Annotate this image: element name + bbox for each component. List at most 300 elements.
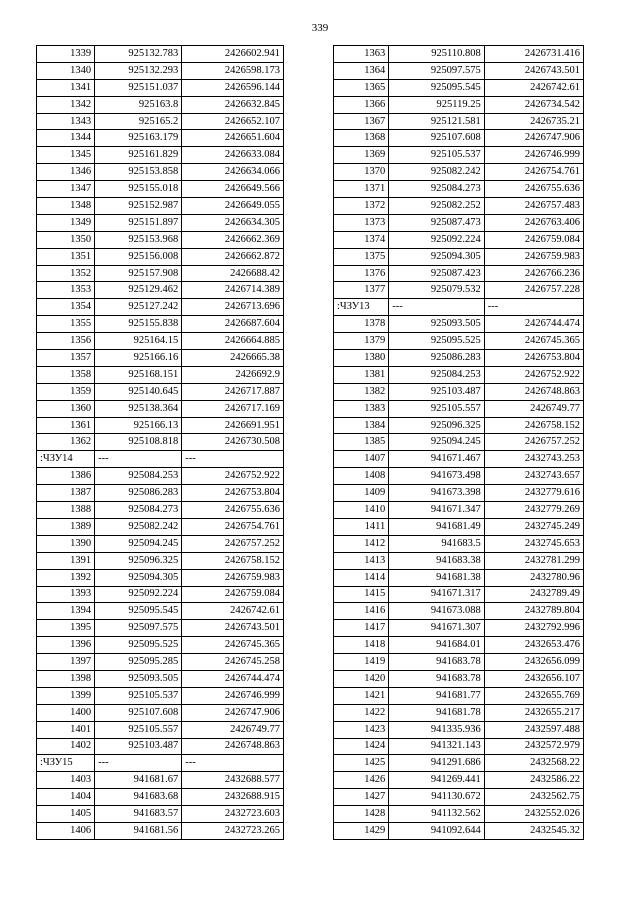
point-number-cell: 1410 bbox=[334, 502, 389, 519]
x-coordinate-cell: 925094.245 bbox=[389, 434, 484, 451]
point-number-cell: 1367 bbox=[334, 113, 389, 130]
x-coordinate-cell: 925166.13 bbox=[95, 417, 182, 434]
y-coordinate-cell: 2426731.416 bbox=[484, 46, 583, 63]
point-number-cell: 1429 bbox=[334, 822, 389, 839]
section-header-cell: :ЧЗУ13 bbox=[334, 299, 389, 316]
table-row bbox=[37, 164, 284, 181]
table-row bbox=[37, 333, 284, 350]
table-row bbox=[334, 502, 584, 519]
y-coordinate-cell: 2432745.249 bbox=[484, 518, 583, 535]
table-row bbox=[37, 265, 284, 282]
x-coordinate-cell: 941681.77 bbox=[389, 687, 484, 704]
x-coordinate-cell: 941681.78 bbox=[389, 704, 484, 721]
point-number-cell: 1352 bbox=[37, 265, 95, 282]
table-row bbox=[37, 772, 284, 789]
point-number-cell: 1359 bbox=[37, 383, 95, 400]
table-row bbox=[37, 789, 284, 806]
x-coordinate-cell: 925163.179 bbox=[95, 130, 182, 147]
y-coordinate-cell: 2426713.696 bbox=[182, 299, 284, 316]
point-number-cell: 1416 bbox=[334, 603, 389, 620]
y-coordinate-cell: 2426757.483 bbox=[484, 198, 583, 215]
x-coordinate-cell: 925164.15 bbox=[95, 333, 182, 350]
point-number-cell: 1396 bbox=[37, 637, 95, 654]
point-number-cell: 1424 bbox=[334, 738, 389, 755]
x-coordinate-cell: 941130.672 bbox=[389, 789, 484, 806]
point-number-cell: 1423 bbox=[334, 721, 389, 738]
point-number-cell: 1417 bbox=[334, 620, 389, 637]
section-header-cell: --- bbox=[95, 755, 182, 772]
y-coordinate-cell: 2426745.365 bbox=[182, 637, 284, 654]
table-row bbox=[37, 569, 284, 586]
table-row bbox=[334, 738, 584, 755]
table-row bbox=[37, 400, 284, 417]
y-coordinate-cell: 2432655.217 bbox=[484, 704, 583, 721]
point-number-cell: 1406 bbox=[37, 822, 95, 839]
y-coordinate-cell: 2432562.75 bbox=[484, 789, 583, 806]
y-coordinate-cell: 2432780.96 bbox=[484, 569, 583, 586]
x-coordinate-cell: 925097.575 bbox=[389, 62, 484, 79]
point-number-cell: 1384 bbox=[334, 417, 389, 434]
point-number-cell: 1374 bbox=[334, 231, 389, 248]
y-coordinate-cell: 2426717.887 bbox=[182, 383, 284, 400]
table-row bbox=[37, 603, 284, 620]
table-row bbox=[37, 654, 284, 671]
point-number-cell: 1422 bbox=[334, 704, 389, 721]
point-number-cell: 1397 bbox=[37, 654, 95, 671]
x-coordinate-cell: 925161.829 bbox=[95, 147, 182, 164]
point-number-cell: 1371 bbox=[334, 181, 389, 198]
y-coordinate-cell: 2426744.474 bbox=[182, 670, 284, 687]
point-number-cell: 1341 bbox=[37, 79, 95, 96]
point-number-cell: 1362 bbox=[37, 434, 95, 451]
y-coordinate-cell: 2426749.77 bbox=[484, 400, 583, 417]
y-coordinate-cell: 2426758.152 bbox=[484, 417, 583, 434]
y-coordinate-cell: 2426602.941 bbox=[182, 46, 284, 63]
x-coordinate-cell: 941683.57 bbox=[95, 806, 182, 823]
point-number-cell: 1358 bbox=[37, 366, 95, 383]
y-coordinate-cell: 2426757.228 bbox=[484, 282, 583, 299]
x-coordinate-cell: 925084.273 bbox=[389, 181, 484, 198]
x-coordinate-cell: 925095.545 bbox=[389, 79, 484, 96]
point-number-cell: 1390 bbox=[37, 535, 95, 552]
y-coordinate-cell: 2426742.61 bbox=[182, 603, 284, 620]
x-coordinate-cell: 925105.537 bbox=[389, 147, 484, 164]
table-row bbox=[37, 417, 284, 434]
table-row bbox=[37, 670, 284, 687]
point-number-cell: 1389 bbox=[37, 518, 95, 535]
table-row bbox=[334, 231, 584, 248]
y-coordinate-cell: 2432586.22 bbox=[484, 772, 583, 789]
point-number-cell: 1413 bbox=[334, 552, 389, 569]
y-coordinate-cell: 2432688.915 bbox=[182, 789, 284, 806]
point-number-cell: 1425 bbox=[334, 755, 389, 772]
point-number-cell: 1392 bbox=[37, 569, 95, 586]
y-coordinate-cell: 2426749.77 bbox=[182, 721, 284, 738]
point-number-cell: 1414 bbox=[334, 569, 389, 586]
y-coordinate-cell: 2426665.38 bbox=[182, 350, 284, 367]
x-coordinate-cell: 925151.897 bbox=[95, 214, 182, 231]
x-coordinate-cell: 925105.557 bbox=[95, 721, 182, 738]
y-coordinate-cell: 2432743.657 bbox=[484, 468, 583, 485]
table-row bbox=[37, 434, 284, 451]
table-row bbox=[334, 535, 584, 552]
x-coordinate-cell: 925084.273 bbox=[95, 502, 182, 519]
x-coordinate-cell: 941269.441 bbox=[389, 772, 484, 789]
y-coordinate-cell: 2426742.61 bbox=[484, 79, 583, 96]
y-coordinate-cell: 2426745.365 bbox=[484, 333, 583, 350]
page-number: 339 bbox=[311, 22, 329, 34]
x-coordinate-cell: 925103.487 bbox=[95, 738, 182, 755]
section-header-row bbox=[37, 755, 284, 772]
point-number-cell: 1347 bbox=[37, 181, 95, 198]
x-coordinate-cell: 941681.67 bbox=[95, 772, 182, 789]
x-coordinate-cell: 925079.532 bbox=[389, 282, 484, 299]
table-row bbox=[334, 434, 584, 451]
x-coordinate-cell: 925152.987 bbox=[95, 198, 182, 215]
point-number-cell: 1379 bbox=[334, 333, 389, 350]
y-coordinate-cell: 2432745.653 bbox=[484, 535, 583, 552]
table-row bbox=[334, 282, 584, 299]
table-row bbox=[37, 113, 284, 130]
y-coordinate-cell: 2426757.252 bbox=[182, 535, 284, 552]
y-coordinate-cell: 2432789.49 bbox=[484, 586, 583, 603]
table-row bbox=[334, 822, 584, 839]
table-row bbox=[334, 333, 584, 350]
point-number-cell: 1399 bbox=[37, 687, 95, 704]
x-coordinate-cell: 925084.253 bbox=[95, 468, 182, 485]
point-number-cell: 1339 bbox=[37, 46, 95, 63]
point-number-cell: 1411 bbox=[334, 518, 389, 535]
point-number-cell: 1412 bbox=[334, 535, 389, 552]
x-coordinate-cell: 941671.467 bbox=[389, 451, 484, 468]
y-coordinate-cell: 2426747.906 bbox=[182, 704, 284, 721]
table-row bbox=[334, 687, 584, 704]
x-coordinate-cell: 925094.305 bbox=[389, 248, 484, 265]
table-row bbox=[334, 46, 584, 63]
point-number-cell: 1340 bbox=[37, 62, 95, 79]
table-row bbox=[37, 282, 284, 299]
y-coordinate-cell: 2426747.906 bbox=[484, 130, 583, 147]
x-coordinate-cell: 925163.8 bbox=[95, 96, 182, 113]
y-coordinate-cell: 2426744.474 bbox=[484, 316, 583, 333]
point-number-cell: 1375 bbox=[334, 248, 389, 265]
y-coordinate-cell: 2426755.636 bbox=[182, 502, 284, 519]
point-number-cell: 1415 bbox=[334, 586, 389, 603]
table-row bbox=[334, 586, 584, 603]
y-coordinate-cell: 2426714.389 bbox=[182, 282, 284, 299]
y-coordinate-cell: 2426717.169 bbox=[182, 400, 284, 417]
table-row bbox=[37, 637, 284, 654]
section-header-row bbox=[334, 299, 584, 316]
x-coordinate-cell: 925082.242 bbox=[95, 518, 182, 535]
section-header-cell: --- bbox=[182, 755, 284, 772]
y-coordinate-cell: 2426692.9 bbox=[182, 366, 284, 383]
y-coordinate-cell: 2432655.769 bbox=[484, 687, 583, 704]
y-coordinate-cell: 2426651.604 bbox=[182, 130, 284, 147]
x-coordinate-cell: 941683.78 bbox=[389, 654, 484, 671]
y-coordinate-cell: 2432723.265 bbox=[182, 822, 284, 839]
y-coordinate-cell: 2426649.055 bbox=[182, 198, 284, 215]
table-row bbox=[334, 704, 584, 721]
y-coordinate-cell: 2432781.299 bbox=[484, 552, 583, 569]
table-row bbox=[334, 147, 584, 164]
x-coordinate-cell: 925082.242 bbox=[389, 164, 484, 181]
y-coordinate-cell: 2426746.999 bbox=[484, 147, 583, 164]
x-coordinate-cell: 925156.008 bbox=[95, 248, 182, 265]
table-row bbox=[334, 366, 584, 383]
y-coordinate-cell: 2426752.922 bbox=[484, 366, 583, 383]
table-row bbox=[334, 181, 584, 198]
point-number-cell: 1418 bbox=[334, 637, 389, 654]
x-coordinate-cell: 925095.525 bbox=[95, 637, 182, 654]
point-number-cell: 1357 bbox=[37, 350, 95, 367]
x-coordinate-cell: 925105.557 bbox=[389, 400, 484, 417]
table-row bbox=[334, 789, 584, 806]
table-row bbox=[37, 299, 284, 316]
x-coordinate-cell: 925084.253 bbox=[389, 366, 484, 383]
y-coordinate-cell: 2426763.406 bbox=[484, 214, 583, 231]
point-number-cell: 1381 bbox=[334, 366, 389, 383]
x-coordinate-cell: 925157.908 bbox=[95, 265, 182, 282]
section-header-cell: --- bbox=[95, 451, 182, 468]
point-number-cell: 1395 bbox=[37, 620, 95, 637]
x-coordinate-cell: 925108.818 bbox=[95, 434, 182, 451]
x-coordinate-cell: 925153.858 bbox=[95, 164, 182, 181]
y-coordinate-cell: 2432597.488 bbox=[484, 721, 583, 738]
point-number-cell: 1401 bbox=[37, 721, 95, 738]
table-row bbox=[37, 620, 284, 637]
table-row bbox=[334, 806, 584, 823]
point-number-cell: 1372 bbox=[334, 198, 389, 215]
point-number-cell: 1363 bbox=[334, 46, 389, 63]
x-coordinate-cell: 925105.537 bbox=[95, 687, 182, 704]
x-coordinate-cell: 925096.325 bbox=[95, 552, 182, 569]
y-coordinate-cell: 2432653.476 bbox=[484, 637, 583, 654]
point-number-cell: 1402 bbox=[37, 738, 95, 755]
x-coordinate-cell: 925119.25 bbox=[389, 96, 484, 113]
x-coordinate-cell: 941683.38 bbox=[389, 552, 484, 569]
table-row bbox=[334, 96, 584, 113]
table-row bbox=[37, 62, 284, 79]
y-coordinate-cell: 2426754.761 bbox=[182, 518, 284, 535]
section-header-cell: :ЧЗУ14 bbox=[37, 451, 95, 468]
y-coordinate-cell: 2426755.636 bbox=[484, 181, 583, 198]
point-number-cell: 1349 bbox=[37, 214, 95, 231]
table-row bbox=[334, 603, 584, 620]
point-number-cell: 1393 bbox=[37, 586, 95, 603]
y-coordinate-cell: 2432552.026 bbox=[484, 806, 583, 823]
point-number-cell: 1378 bbox=[334, 316, 389, 333]
table-row bbox=[37, 350, 284, 367]
table-row bbox=[334, 383, 584, 400]
table-row bbox=[334, 214, 584, 231]
table-row bbox=[334, 552, 584, 569]
table-row bbox=[37, 130, 284, 147]
y-coordinate-cell: 2432779.616 bbox=[484, 485, 583, 502]
x-coordinate-cell: 925086.283 bbox=[389, 350, 484, 367]
table-row bbox=[334, 248, 584, 265]
point-number-cell: 1348 bbox=[37, 198, 95, 215]
x-coordinate-cell: 925097.575 bbox=[95, 620, 182, 637]
table-row bbox=[334, 755, 584, 772]
x-coordinate-cell: 941683.68 bbox=[95, 789, 182, 806]
point-number-cell: 1391 bbox=[37, 552, 95, 569]
section-header-cell: :ЧЗУ15 bbox=[37, 755, 95, 772]
y-coordinate-cell: 2432656.107 bbox=[484, 670, 583, 687]
table-row bbox=[334, 637, 584, 654]
point-number-cell: 1377 bbox=[334, 282, 389, 299]
y-coordinate-cell: 2426759.084 bbox=[182, 586, 284, 603]
point-number-cell: 1382 bbox=[334, 383, 389, 400]
table-row bbox=[37, 822, 284, 839]
table-row bbox=[334, 400, 584, 417]
point-number-cell: 1419 bbox=[334, 654, 389, 671]
y-coordinate-cell: 2432688.577 bbox=[182, 772, 284, 789]
table-row bbox=[334, 113, 584, 130]
point-number-cell: 1420 bbox=[334, 670, 389, 687]
point-number-cell: 1354 bbox=[37, 299, 95, 316]
table-row bbox=[37, 468, 284, 485]
table-row bbox=[334, 721, 584, 738]
x-coordinate-cell: 925166.16 bbox=[95, 350, 182, 367]
y-coordinate-cell: 2426746.999 bbox=[182, 687, 284, 704]
y-coordinate-cell: 2426652.107 bbox=[182, 113, 284, 130]
y-coordinate-cell: 2426759.983 bbox=[484, 248, 583, 265]
x-coordinate-cell: 941673.498 bbox=[389, 468, 484, 485]
point-number-cell: 1355 bbox=[37, 316, 95, 333]
table-row bbox=[37, 535, 284, 552]
table-row bbox=[334, 62, 584, 79]
point-number-cell: 1360 bbox=[37, 400, 95, 417]
y-coordinate-cell: 2432723.603 bbox=[182, 806, 284, 823]
section-header-cell: --- bbox=[182, 451, 284, 468]
x-coordinate-cell: 941673.088 bbox=[389, 603, 484, 620]
point-number-cell: 1366 bbox=[334, 96, 389, 113]
y-coordinate-cell: 2432779.269 bbox=[484, 502, 583, 519]
point-number-cell: 1421 bbox=[334, 687, 389, 704]
table-row bbox=[37, 79, 284, 96]
x-coordinate-cell: 941132.562 bbox=[389, 806, 484, 823]
y-coordinate-cell: 2426662.369 bbox=[182, 231, 284, 248]
x-coordinate-cell: 941291.686 bbox=[389, 755, 484, 772]
table-row bbox=[334, 518, 584, 535]
point-number-cell: 1361 bbox=[37, 417, 95, 434]
x-coordinate-cell: 925132.293 bbox=[95, 62, 182, 79]
x-coordinate-cell: 925110.808 bbox=[389, 46, 484, 63]
y-coordinate-cell: 2426632.845 bbox=[182, 96, 284, 113]
x-coordinate-cell: 925165.2 bbox=[95, 113, 182, 130]
x-coordinate-cell: 941681.38 bbox=[389, 569, 484, 586]
table-row bbox=[334, 468, 584, 485]
y-coordinate-cell: 2426634.066 bbox=[182, 164, 284, 181]
x-coordinate-cell: 941092.644 bbox=[389, 822, 484, 839]
y-coordinate-cell: 2426633.084 bbox=[182, 147, 284, 164]
table-row bbox=[37, 96, 284, 113]
y-coordinate-cell: 2426748.863 bbox=[182, 738, 284, 755]
x-coordinate-cell: 925095.525 bbox=[389, 333, 484, 350]
x-coordinate-cell: 925086.283 bbox=[95, 485, 182, 502]
point-number-cell: 1365 bbox=[334, 79, 389, 96]
x-coordinate-cell: 925093.505 bbox=[389, 316, 484, 333]
y-coordinate-cell: 2432789.804 bbox=[484, 603, 583, 620]
table-row bbox=[37, 704, 284, 721]
section-header-cell: --- bbox=[389, 299, 484, 316]
point-number-cell: 1403 bbox=[37, 772, 95, 789]
y-coordinate-cell: 2426759.983 bbox=[182, 569, 284, 586]
table-row bbox=[334, 417, 584, 434]
table-row bbox=[37, 586, 284, 603]
point-number-cell: 1388 bbox=[37, 502, 95, 519]
x-coordinate-cell: 925094.245 bbox=[95, 535, 182, 552]
x-coordinate-cell: 925132.783 bbox=[95, 46, 182, 63]
table-row bbox=[334, 79, 584, 96]
coordinates-table-left bbox=[36, 45, 284, 840]
table-row bbox=[334, 350, 584, 367]
x-coordinate-cell: 941683.5 bbox=[389, 535, 484, 552]
coordinates-table-left-body bbox=[37, 46, 284, 840]
table-row bbox=[37, 214, 284, 231]
y-coordinate-cell: 2426754.761 bbox=[484, 164, 583, 181]
x-coordinate-cell: 925127.242 bbox=[95, 299, 182, 316]
point-number-cell: 1351 bbox=[37, 248, 95, 265]
y-coordinate-cell: 2426759.084 bbox=[484, 231, 583, 248]
point-number-cell: 1427 bbox=[334, 789, 389, 806]
y-coordinate-cell: 2432545.32 bbox=[484, 822, 583, 839]
x-coordinate-cell: 925092.224 bbox=[95, 586, 182, 603]
table-row bbox=[37, 147, 284, 164]
y-coordinate-cell: 2432656.099 bbox=[484, 654, 583, 671]
y-coordinate-cell: 2426743.501 bbox=[182, 620, 284, 637]
point-number-cell: 1408 bbox=[334, 468, 389, 485]
table-row bbox=[37, 383, 284, 400]
point-number-cell: 1428 bbox=[334, 806, 389, 823]
table-row bbox=[334, 164, 584, 181]
y-coordinate-cell: 2426688.42 bbox=[182, 265, 284, 282]
x-coordinate-cell: 925093.505 bbox=[95, 670, 182, 687]
point-number-cell: 1387 bbox=[37, 485, 95, 502]
coordinates-table-right-body bbox=[334, 46, 584, 840]
y-coordinate-cell: 2426662.872 bbox=[182, 248, 284, 265]
table-row bbox=[37, 806, 284, 823]
x-coordinate-cell: 941673.398 bbox=[389, 485, 484, 502]
coordinates-table-right bbox=[333, 45, 584, 840]
table-row bbox=[37, 502, 284, 519]
y-coordinate-cell: 2426598.173 bbox=[182, 62, 284, 79]
table-row bbox=[37, 316, 284, 333]
point-number-cell: 1346 bbox=[37, 164, 95, 181]
point-number-cell: 1400 bbox=[37, 704, 95, 721]
point-number-cell: 1404 bbox=[37, 789, 95, 806]
x-coordinate-cell: 941671.307 bbox=[389, 620, 484, 637]
x-coordinate-cell: 941671.317 bbox=[389, 586, 484, 603]
x-coordinate-cell: 925140.645 bbox=[95, 383, 182, 400]
y-coordinate-cell: 2426649.566 bbox=[182, 181, 284, 198]
y-coordinate-cell: 2426745.258 bbox=[182, 654, 284, 671]
table-row bbox=[334, 451, 584, 468]
x-coordinate-cell: 925095.285 bbox=[95, 654, 182, 671]
table-row bbox=[37, 721, 284, 738]
y-coordinate-cell: 2432572.979 bbox=[484, 738, 583, 755]
y-coordinate-cell: 2426735.21 bbox=[484, 113, 583, 130]
table-row bbox=[334, 198, 584, 215]
point-number-cell: 1383 bbox=[334, 400, 389, 417]
y-coordinate-cell: 2426748.863 bbox=[484, 383, 583, 400]
y-coordinate-cell: 2426743.501 bbox=[484, 62, 583, 79]
table-row bbox=[37, 46, 284, 63]
x-coordinate-cell: 941683.78 bbox=[389, 670, 484, 687]
table-row bbox=[334, 265, 584, 282]
x-coordinate-cell: 925096.325 bbox=[389, 417, 484, 434]
